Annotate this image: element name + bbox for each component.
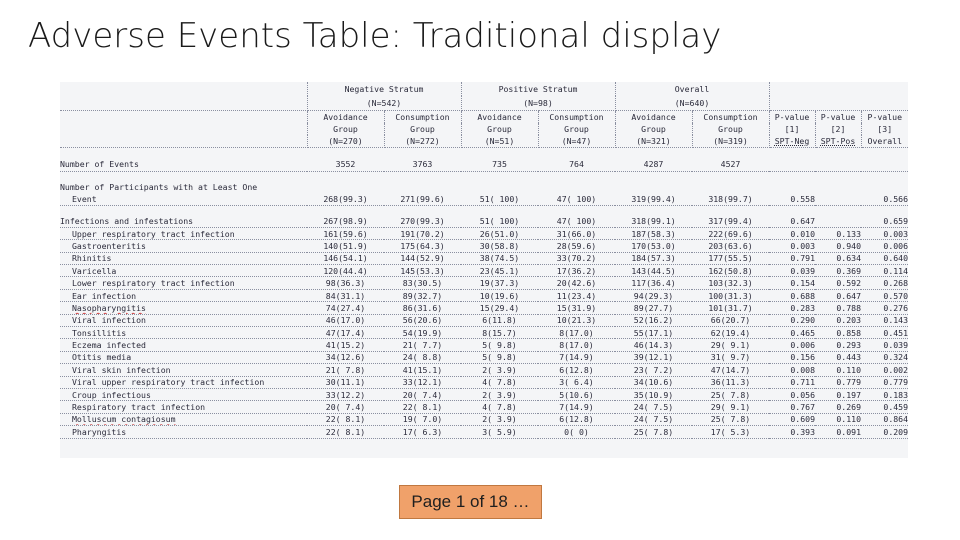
p-value: 0.443: [815, 351, 861, 363]
group-header: (N=321): [615, 135, 692, 148]
page-indicator-button[interactable]: Page 1 of 18 …: [399, 485, 542, 519]
p-value: 0.659: [861, 215, 908, 227]
p-value: 0.767: [769, 401, 815, 413]
table-row: [60, 401, 908, 413]
group-header: Group: [307, 123, 384, 135]
cell-value: 17(36.2): [538, 265, 615, 277]
table-row: [60, 240, 908, 252]
stratum-name: Overall: [615, 82, 769, 96]
cell-value: 7(14.9): [538, 401, 615, 413]
row-label: Molluscum contagiosum: [60, 413, 307, 425]
row-label: Respiratory tract infection: [60, 401, 307, 413]
cell-value: 46(17.0): [307, 314, 384, 326]
p-value: 0.369: [815, 265, 861, 277]
cell-value: 24( 7.5): [615, 401, 692, 413]
p-value: 0.290: [769, 314, 815, 326]
cell-value: 146(54.1): [307, 252, 384, 264]
spacer-cell: [60, 171, 908, 181]
p-value: 0.203: [815, 314, 861, 326]
table-row: [60, 252, 908, 264]
cell-value: 318(99.7): [692, 193, 769, 205]
p-value: 0.640: [861, 252, 908, 264]
p-value: 0.647: [815, 289, 861, 301]
cell-value: 4( 7.8): [461, 401, 538, 413]
cell-value: 20( 7.4): [384, 388, 461, 400]
cell-value: 54(19.9): [384, 327, 461, 339]
p-value: 0.003: [769, 240, 815, 252]
pvalue-header: [2]: [815, 123, 861, 135]
stratum-n: (N=98): [461, 96, 615, 110]
group-header: Group: [692, 123, 769, 135]
cell-value: 29( 9.1): [692, 401, 769, 413]
cell-value: 56(20.6): [384, 314, 461, 326]
cell-value: 17( 5.3): [692, 426, 769, 438]
header-blank: [60, 82, 307, 96]
group-header: (N=51): [461, 135, 538, 148]
group-header: Consumption: [538, 110, 615, 123]
group-header: (N=272): [384, 135, 461, 148]
cell-value: 38(74.5): [461, 252, 538, 264]
cell-value: 51( 100): [461, 215, 538, 227]
p-value: 0.154: [769, 277, 815, 289]
p-value: [769, 157, 815, 171]
cell-value: 101(31.7): [692, 302, 769, 314]
row-label: Number of Events: [60, 157, 307, 171]
cell-value: 161(59.6): [307, 227, 384, 239]
p-value: 0.283: [769, 302, 815, 314]
cell-value: 21( 7.8): [307, 364, 384, 376]
cell-value: 6(12.8): [538, 364, 615, 376]
cell-value: 33(70.2): [538, 252, 615, 264]
pvalue-header: P-value: [769, 110, 815, 123]
p-value: [861, 157, 908, 171]
cell-value: 145(53.3): [384, 265, 461, 277]
cell-value: 29( 9.1): [692, 339, 769, 351]
table-row: [60, 314, 908, 326]
cell-value: 52(16.2): [615, 314, 692, 326]
row-label: Viral upper respiratory tract infection: [60, 376, 307, 388]
cell-value: 2( 3.9): [461, 413, 538, 425]
group-header: Avoidance: [461, 110, 538, 123]
table-row: [60, 302, 908, 314]
cell-value: 20( 7.4): [307, 401, 384, 413]
p-value: 0.114: [861, 265, 908, 277]
cell-value: 8(15.7): [461, 327, 538, 339]
cell-value: 100(31.3): [692, 289, 769, 301]
cell-value: 7(14.9): [538, 351, 615, 363]
cell-value: 6(11.8): [461, 314, 538, 326]
cell-blank: [307, 181, 384, 193]
spacer-cell: [60, 205, 908, 215]
p-value: 0.197: [815, 388, 861, 400]
p-value: 0.002: [861, 364, 908, 376]
cell-value: 83(30.5): [384, 277, 461, 289]
cell-value: 24( 7.5): [615, 413, 692, 425]
group-header: (N=47): [538, 135, 615, 148]
cell-blank: [815, 181, 861, 193]
group-header: Group: [615, 123, 692, 135]
cell-value: 74(27.4): [307, 302, 384, 314]
pvalue-header: P-value: [815, 110, 861, 123]
row-label: Upper respiratory tract infection: [60, 227, 307, 239]
cell-value: 15(29.4): [461, 302, 538, 314]
pvalue-header: Overall: [861, 135, 908, 148]
pvalue-header: SPT-Neg: [769, 135, 815, 148]
header-group-row: [60, 135, 908, 148]
table-row: [60, 227, 908, 239]
cell-value: 23(45.1): [461, 265, 538, 277]
group-header: (N=270): [307, 135, 384, 148]
p-value: 0.006: [861, 240, 908, 252]
cell-value: 187(58.3): [615, 227, 692, 239]
cell-value: 21( 7.7): [384, 339, 461, 351]
spacer-row: [60, 171, 908, 181]
cell-value: 8(17.0): [538, 339, 615, 351]
cell-value: 22( 8.1): [384, 401, 461, 413]
cell-value: 89(32.7): [384, 289, 461, 301]
table-row: [60, 193, 908, 205]
p-value: 0.324: [861, 351, 908, 363]
table-row: [60, 339, 908, 351]
cell-value: 318(99.1): [615, 215, 692, 227]
cell-value: 62(19.4): [692, 327, 769, 339]
cell-value: 8(17.0): [538, 327, 615, 339]
p-value: 0.609: [769, 413, 815, 425]
cell-value: 34(10.6): [615, 376, 692, 388]
cell-value: 66(20.7): [692, 314, 769, 326]
row-label: Otitis media: [60, 351, 307, 363]
cell-value: 319(99.4): [615, 193, 692, 205]
cell-value: 203(63.6): [692, 240, 769, 252]
p-value: 0.110: [815, 413, 861, 425]
cell-value: 11(23.4): [538, 289, 615, 301]
p-value: 0.634: [815, 252, 861, 264]
cell-blank: [384, 181, 461, 193]
row-label: Varicella: [60, 265, 307, 277]
p-value: 0.091: [815, 426, 861, 438]
table-row: [60, 289, 908, 301]
table-row: [60, 265, 908, 277]
header-blank: [769, 96, 908, 110]
cell-value: 24( 8.8): [384, 351, 461, 363]
cell-value: 271(99.6): [384, 193, 461, 205]
p-value: 0.269: [815, 401, 861, 413]
table-row: [60, 277, 908, 289]
cell-value: 33(12.1): [384, 376, 461, 388]
cell-value: 47( 100): [538, 193, 615, 205]
p-value: 0.858: [815, 327, 861, 339]
cell-value: 270(99.3): [384, 215, 461, 227]
p-value: 0.864: [861, 413, 908, 425]
cell-value: 6(12.8): [538, 413, 615, 425]
cell-value: 31(66.0): [538, 227, 615, 239]
cell-blank: [461, 181, 538, 193]
p-value: 0.570: [861, 289, 908, 301]
cell-value: 39(12.1): [615, 351, 692, 363]
cell-value: 33(12.2): [307, 388, 384, 400]
row-label: Infections and infestations: [60, 215, 307, 227]
cell-value: 25( 7.8): [692, 413, 769, 425]
header-strata-n-row: [60, 96, 908, 110]
cell-value: 94(29.3): [615, 289, 692, 301]
group-header: Avoidance: [615, 110, 692, 123]
table-row: [60, 388, 908, 400]
p-value: 0.133: [815, 227, 861, 239]
cell-value: 89(27.7): [615, 302, 692, 314]
table-row: [60, 426, 908, 438]
spacer-row: [60, 205, 908, 215]
table-row: [60, 376, 908, 388]
row-label: Tonsillitis: [60, 327, 307, 339]
row-label: Pharyngitis: [60, 426, 307, 438]
cell-value: 175(64.3): [384, 240, 461, 252]
p-value: 0.592: [815, 277, 861, 289]
cell-blank: [692, 181, 769, 193]
cell-value: 20(42.6): [538, 277, 615, 289]
cell-value: 35(10.9): [615, 388, 692, 400]
row-label: Viral skin infection: [60, 364, 307, 376]
cell-value: 31( 9.7): [692, 351, 769, 363]
cell-value: 28(59.6): [538, 240, 615, 252]
cell-value: 36(11.3): [692, 376, 769, 388]
group-header: Group: [538, 123, 615, 135]
group-header: Group: [461, 123, 538, 135]
cell-value: 47( 100): [538, 215, 615, 227]
table-row: [60, 351, 908, 363]
cell-value: 19( 7.0): [384, 413, 461, 425]
group-header: Consumption: [692, 110, 769, 123]
header-group-row: [60, 110, 908, 123]
p-value: 0.156: [769, 351, 815, 363]
pvalue-header: [3]: [877, 123, 893, 134]
cell-value: 46(14.3): [615, 339, 692, 351]
cell-value: 103(32.3): [692, 277, 769, 289]
cell-value: 4287: [615, 157, 692, 171]
row-label: Nasopharyngitis: [60, 302, 307, 314]
p-value: 0.039: [769, 265, 815, 277]
slide-title: Adverse Events Table: Traditional display: [28, 16, 722, 56]
cell-value: 51( 100): [461, 193, 538, 205]
p-value: 0.788: [815, 302, 861, 314]
header-blank: [769, 82, 908, 96]
stratum-name: Negative Stratum: [307, 82, 461, 96]
row-label: Event: [60, 193, 307, 205]
cell-value: 3552: [307, 157, 384, 171]
pvalue-header: SPT-Pos: [815, 135, 861, 148]
p-value: 0.209: [861, 426, 908, 438]
p-value: 0.647: [769, 215, 815, 227]
p-value: 0.008: [769, 364, 815, 376]
table-row: [60, 327, 908, 339]
cell-value: 117(36.4): [615, 277, 692, 289]
group-header: (N=319): [692, 135, 769, 148]
cell-value: 170(53.0): [615, 240, 692, 252]
row-label: Croup infectious: [60, 388, 307, 400]
table-row: [60, 413, 908, 425]
p-value: 0.688: [769, 289, 815, 301]
cell-value: 5(10.6): [538, 388, 615, 400]
group-header: Avoidance: [307, 110, 384, 123]
p-value: 0.779: [815, 376, 861, 388]
row-label: Gastroenteritis: [60, 240, 307, 252]
stratum-name: Positive Stratum: [461, 82, 615, 96]
p-value: 0.268: [861, 277, 908, 289]
cell-blank: [615, 181, 692, 193]
p-value: 0.143: [861, 314, 908, 326]
header-blank: [60, 123, 307, 135]
cell-value: 47(17.4): [307, 327, 384, 339]
cell-value: 5( 9.8): [461, 351, 538, 363]
spacer-cell: [60, 147, 908, 157]
cell-value: 144(52.9): [384, 252, 461, 264]
group-header: Group: [384, 123, 461, 135]
p-value: 0.451: [861, 327, 908, 339]
cell-value: 25( 7.8): [615, 426, 692, 438]
cell-value: 267(98.9): [307, 215, 384, 227]
cell-value: 764: [538, 157, 615, 171]
p-value: 0.006: [769, 339, 815, 351]
table-row: [60, 364, 908, 376]
cell-value: 23( 7.2): [615, 364, 692, 376]
cell-value: 143(44.5): [615, 265, 692, 277]
cell-value: 15(31.9): [538, 302, 615, 314]
cell-value: 10(21.3): [538, 314, 615, 326]
adverse-events-table: [60, 82, 908, 439]
p-value: 0.003: [861, 227, 908, 239]
stratum-n: (N=640): [615, 96, 769, 110]
cell-value: 3( 5.9): [461, 426, 538, 438]
p-value: 0.465: [769, 327, 815, 339]
cell-value: 34(12.6): [307, 351, 384, 363]
cell-value: 3763: [384, 157, 461, 171]
cell-value: 55(17.1): [615, 327, 692, 339]
row-label: Lower respiratory tract infection: [60, 277, 307, 289]
p-value: 0.293: [815, 339, 861, 351]
table-row: [60, 181, 908, 193]
row-label: Eczema infected: [60, 339, 307, 351]
cell-value: 0( 0): [538, 426, 615, 438]
p-value: [815, 157, 861, 171]
p-value: 0.039: [861, 339, 908, 351]
p-value: 0.566: [861, 193, 908, 205]
header-blank: [60, 96, 307, 110]
cell-value: 41(15.1): [384, 364, 461, 376]
p-value: 0.276: [861, 302, 908, 314]
p-value: [815, 193, 861, 205]
cell-value: 30(11.1): [307, 376, 384, 388]
cell-value: 4( 7.8): [461, 376, 538, 388]
cell-value: 191(70.2): [384, 227, 461, 239]
cell-value: 30(58.8): [461, 240, 538, 252]
cell-value: 41(15.2): [307, 339, 384, 351]
cell-blank: [769, 181, 815, 193]
adverse-events-table-image: [60, 82, 908, 458]
p-value: 0.056: [769, 388, 815, 400]
row-label: Rhinitis: [60, 252, 307, 264]
table-row: [60, 215, 908, 227]
row-label: Ear infection: [60, 289, 307, 301]
group-header: Consumption: [384, 110, 461, 123]
cell-value: 17( 6.3): [384, 426, 461, 438]
spacer-row: [60, 147, 908, 157]
cell-value: 26(51.0): [461, 227, 538, 239]
cell-value: 98(36.3): [307, 277, 384, 289]
cell-value: 162(50.8): [692, 265, 769, 277]
cell-value: 317(99.4): [692, 215, 769, 227]
p-value: 0.558: [769, 193, 815, 205]
cell-value: 86(31.6): [384, 302, 461, 314]
cell-value: 22( 8.1): [307, 413, 384, 425]
header-group-row: [60, 123, 908, 135]
header-blank: [60, 135, 307, 148]
cell-value: 3( 6.4): [538, 376, 615, 388]
cell-value: 268(99.3): [307, 193, 384, 205]
table-row: [60, 157, 908, 171]
pvalue-header: P-value: [867, 111, 903, 122]
header-strata-row: [60, 82, 908, 96]
p-value: 0.110: [815, 364, 861, 376]
row-label: Number of Participants with at Least One: [60, 182, 258, 192]
cell-value: 2( 3.9): [461, 388, 538, 400]
cell-value: 5( 9.8): [461, 339, 538, 351]
cell-value: 25( 7.8): [692, 388, 769, 400]
cell-value: 222(69.6): [692, 227, 769, 239]
cell-value: 84(31.1): [307, 289, 384, 301]
header-blank: [60, 110, 307, 123]
p-value: 0.791: [769, 252, 815, 264]
stratum-n: (N=542): [307, 96, 461, 110]
cell-value: 10(19.6): [461, 289, 538, 301]
p-value: 0.711: [769, 376, 815, 388]
p-value: 0.183: [861, 388, 908, 400]
cell-blank: [538, 181, 615, 193]
p-value: [815, 215, 861, 227]
cell-value: 177(55.5): [692, 252, 769, 264]
cell-value: 184(57.3): [615, 252, 692, 264]
p-value: 0.459: [861, 401, 908, 413]
cell-value: 19(37.3): [461, 277, 538, 289]
pvalue-header: [1]: [769, 123, 815, 135]
p-value: 0.393: [769, 426, 815, 438]
cell-value: 47(14.7): [692, 364, 769, 376]
cell-value: 2( 3.9): [461, 364, 538, 376]
p-value: 0.940: [815, 240, 861, 252]
p-value: 0.779: [861, 376, 908, 388]
p-value: 0.010: [769, 227, 815, 239]
cell-value: 735: [461, 157, 538, 171]
cell-value: 22( 8.1): [307, 426, 384, 438]
cell-value: 120(44.4): [307, 265, 384, 277]
cell-blank: [861, 181, 908, 193]
row-label: Viral infection: [60, 314, 307, 326]
cell-value: 140(51.9): [307, 240, 384, 252]
cell-value: 4527: [692, 157, 769, 171]
